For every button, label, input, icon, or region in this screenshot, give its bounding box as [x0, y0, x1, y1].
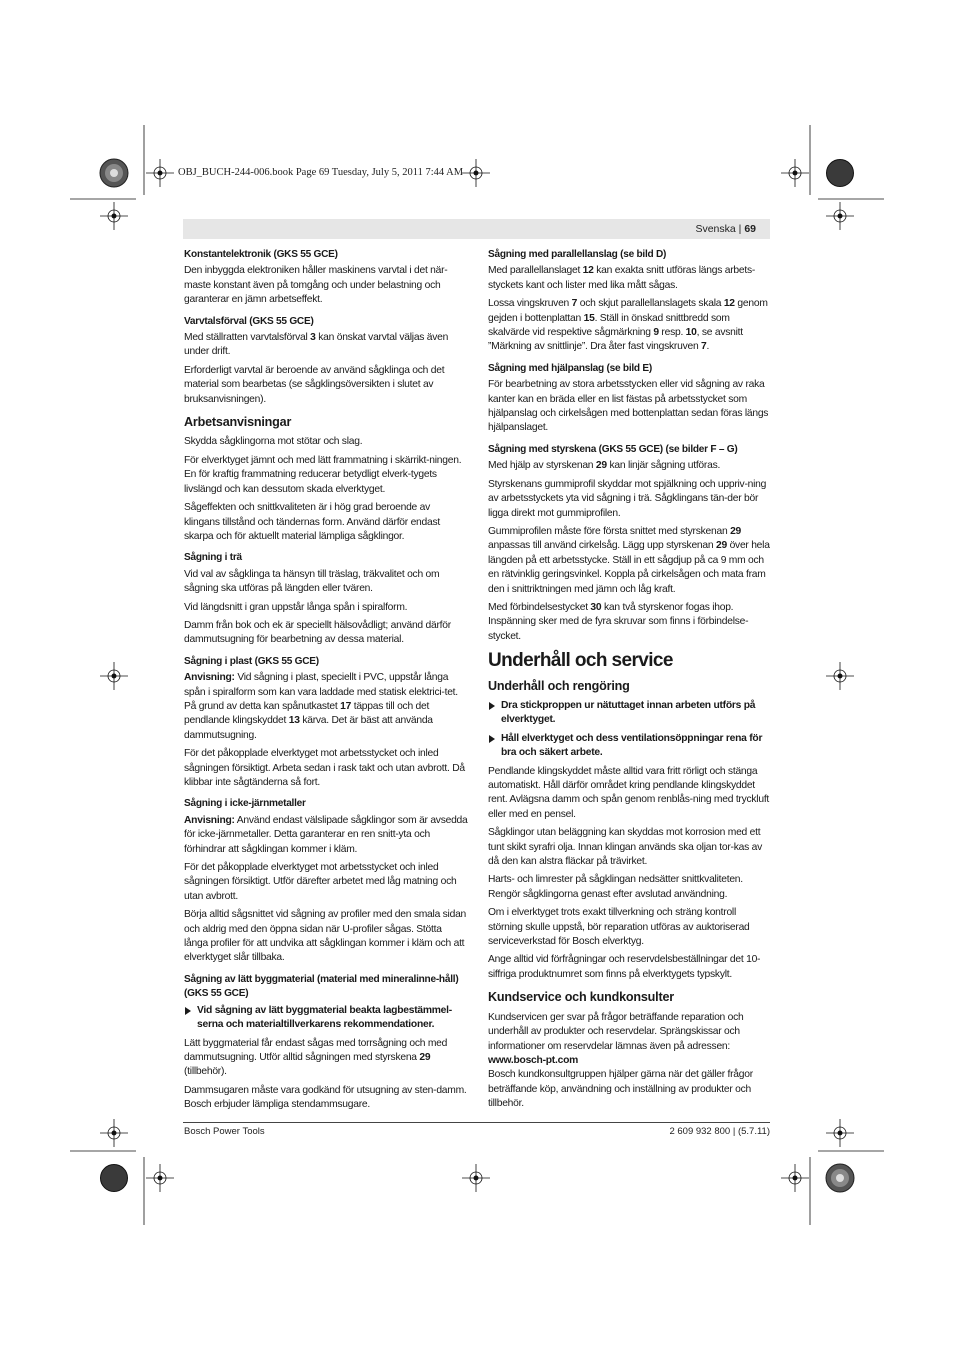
density-dot-icon — [827, 160, 854, 187]
paragraph: Ange alltid vid förfrågningar och reservdelsbeställningar det 10-siffriga produktnumret som finns på elverktygets typskylt. — [488, 954, 761, 980]
paragraph: För bearbetning av stora arbetsstycken eller vid sågning av raka kanter kan en bräda eller en list fästas på arbetsstycket som hjälpanslag och cirkelsågen med bottenplattan sedan föras längs hjälpanslaget. — [488, 379, 769, 434]
registration-mark-icon — [826, 1119, 854, 1147]
section-heading: Sågning i plast (GKS 55 GCE) — [184, 655, 319, 667]
registration-mark-icon — [146, 1164, 174, 1192]
chapter-title: Underhåll och service — [488, 650, 673, 672]
registration-mark-icon — [781, 1164, 809, 1192]
paragraph: För det påkopplade elverktyget mot arbetsstycket och inled sågningen försiktigt. Utför därefter arbetet med låg matning och utan avbrott. — [184, 862, 457, 902]
density-dot-icon — [101, 1165, 128, 1192]
section-title: Kundservice och kundkonsulter — [488, 990, 674, 1005]
registration-mark-icon — [781, 159, 809, 187]
paragraph: Lätt byggmaterial får endast sågas med torrsågning och med dammutsugning. Utför alltid sågningen med styrskena 29 (tillbehör). — [184, 1037, 448, 1078]
paragraph: Sågklingor utan beläggning kan skyddas mot korrosion med ett tunt skikt syrafri olja. Innan klingan används ska oljan tor-kas av då den kan alstra fläckar på trävirket. — [488, 827, 762, 868]
paragraph: Anvisning: Vid sågning i plast, speciellt i PVC, uppstår långa spån i spiralform som kan vara laddade med statisk elektrici-tet. På grund av detta kan spånutkastet 17 täppas till och det pendlande klingskyddet 13 kärva. Det är bäst att använda dammutsugning. — [184, 672, 458, 741]
section-title: Arbetsanvisningar — [184, 415, 292, 430]
paragraph: Harts- och limrester på sågklingan nedsätter snittkvaliteten. Rengör sågklingorna genast efter avslutad användning. — [488, 874, 743, 900]
triangle-bullet-icon — [489, 735, 495, 743]
registration-mark-icon — [100, 662, 128, 690]
paragraph: Med förbindelsestycket 30 kan två styrskenor fogas ihop. Inspänning sker med de fyra skruvar som finns i förbindelse-stycket. — [488, 601, 749, 642]
page-number: 69 — [744, 223, 756, 235]
print-slug: OBJ_BUCH-244-006.book Page 69 Tuesday, July 5, 2011 7:44 AM — [178, 167, 464, 178]
paragraph: Vid längdsnitt i gran uppstår långa spån i spiralform. — [184, 601, 408, 613]
registration-mark-icon — [462, 1164, 490, 1192]
color-dial-icon — [826, 1164, 854, 1192]
header-language: Svenska — [695, 223, 736, 235]
page-header — [183, 219, 770, 239]
paragraph: Bosch kundkonsultgruppen hjälper gärna när det gäller frågor beträffande köp, användning och inställning av produkter och tillbehör. — [488, 1069, 753, 1110]
footer-docnumber: 2 609 932 800 | (5.7.11) — [669, 1126, 770, 1137]
triangle-bullet-icon — [489, 702, 495, 710]
paragraph: För det påkopplade elverktyget mot arbetsstycket och inled sågningen försiktigt. Arbeta sedan i rask takt och utan avbrott. Då klibbar inte sågtänderna så fort. — [184, 748, 465, 788]
paragraph: Med ställratten varvtalsförval 3 kan önskat varvtal väljas även under drift. — [184, 332, 449, 358]
paragraph: Börja alltid sågsnittet vid sågning av profiler med den smala sidan och aldrig med den öppna sidan när U-profiler sågas. Stötta långa profiler för att undvika att sågklingan kommer i kläm och att elverktyget slår tillbaka. — [184, 909, 467, 964]
section-heading: Sågning av lätt byggmaterial (material med mineralinne-håll) (GKS 55 GCE) — [184, 973, 459, 1000]
registration-mark-icon — [146, 159, 174, 187]
website-link[interactable]: www.bosch-pt.com — [488, 1054, 579, 1066]
paragraph: Lossa vingskruven 7 och skjut parallellanslagets skala 12 genom gejden i bottenplattan 15. Ställ in önskad snittbredd som skalvärde vid respektive sågmärkning 9 resp. 10, se avsnitt ”Märkning av snittlinje”. Dra åter fast vingskruven 7. — [488, 298, 768, 353]
section-heading: Sågning i icke-järnmetaller — [184, 798, 306, 810]
bullet-item: Håll elverktyget och dess ventilationsöppningar rena för bra och säkert arbete. — [488, 732, 772, 761]
footer-rule — [183, 1122, 770, 1123]
bullet-item: Dra stickproppen ur nätuttaget innan arbeten utförs på elverktyget. — [488, 699, 772, 728]
paragraph: Med hjälp av styrskenan 29 kan linjär sågning utföras. — [488, 460, 721, 472]
section-heading: Varvtalsförval (GKS 55 GCE) — [184, 315, 314, 327]
registration-mark-icon — [826, 662, 854, 690]
registration-mark-icon — [462, 159, 490, 187]
paragraph: Damm från bok och ek är speciellt hälsovådligt; använd därför dammutsugning för bearbetning av dessa material. — [184, 619, 451, 646]
paragraph: Gummiprofilen måste före första snittet med styrskenan 29 anpassas till använd cirkelsåg. Lägg upp styrskenan 29 över hela längden på ett arbetsstycke. Ställ in ett sågdjup på ca 9 mm och en rätvinklig geringsvinkel. Koppla på cirkelsågen och mata fram den i snittriktningen med jämn och låg kraft. — [488, 525, 770, 595]
section-heading: Sågning med hjälpanslag (se bild E) — [488, 362, 652, 374]
paragraph: Den inbyggda elektroniken håller maskinens varvtal i det när-maste konstant även på tomgång och under belastning och garanterar en jämn arbetseffekt. — [184, 265, 448, 306]
registration-mark-icon — [100, 202, 128, 230]
registration-mark-icon — [826, 202, 854, 230]
left-column — [184, 248, 468, 1117]
section-heading: Sågning med parallellanslag (se bild D) — [488, 249, 667, 260]
section-heading: Sågning med styrskena (GKS 55 GCE) (se bilder F – G) — [488, 443, 738, 455]
registration-mark-icon — [100, 1119, 128, 1147]
paragraph: Om i elverktyget trots exakt tillverkning och sträng kontroll störning skulle uppstå, bör reparation utföras av auktoriserad serviceverkstad för Bosch elverktyg. — [488, 907, 750, 948]
paragraph: Kundservicen ger svar på frågor beträffande reparation och underhåll av produkter och reservdelar. Sprängskissar och informationer om reservdelar lämnas även på adressen: — [488, 1011, 744, 1052]
color-dial-icon — [100, 159, 128, 187]
paragraph: Sågeffekten och snittkvaliteten är i hög grad beroende av klingans tillstånd och tändernas form. Använd därför endast skarpa och för aktuellt material lämpliga sågklingor. — [184, 502, 440, 542]
paragraph: Dammsugaren måste vara godkänd för utsugning av sten-damm. Bosch erbjuder lämpliga stendammsugare. — [184, 1084, 467, 1111]
paragraph: Anvisning: Använd endast välslipade sågklingor som är avsedda för icke-järnmetaller. Detta garanterar en ren snitt-yta och förhindrar att sågklingan kommer i kläm. — [184, 814, 468, 855]
paragraph: Erforderligt varvtal är beroende av använd sågklinga och det material som bearbetas (se sågklingsöversikten i slutet av bruksanvisningen). — [184, 364, 445, 405]
footer-brand: Bosch Power Tools — [184, 1126, 265, 1137]
paragraph: Styrskenans gummiprofil skyddar mot spjälkning och uppriv-ning av arbetsstyckets yta vid sågning i trä. Sågklingans tän-der bör ligga direkt mot gummiprofilen. — [488, 478, 767, 519]
paragraph: Vid val av sågklinga ta hänsyn till träslag, träkvalitet och om sågning ska utföras på längden eller tvären. — [184, 568, 440, 595]
triangle-bullet-icon — [185, 1007, 191, 1015]
paragraph: För elverktyget jämnt och med lätt frammatning i skärrikt-ningen. En för kraftig frammatning reducerar betydligt elverk-tygets livslängd och kan dessutom skada elverktyget. — [184, 454, 462, 495]
section-heading: Sågning i trä — [184, 552, 242, 564]
paragraph: Skydda sågklingorna mot stötar och slag. — [184, 436, 363, 448]
right-column — [488, 248, 772, 1116]
section-heading: Konstantelektronik (GKS 55 GCE) — [184, 249, 338, 260]
header-separator: | — [738, 223, 742, 235]
paragraph: Pendlande klingskyddet måste alltid vara fritt rörligt och stänga automatiskt. Håll därför området kring pendlande klingskyddet rent. Avlägsna damm och spån genom renblås-ning med tryckluft eller med en pensel. — [488, 765, 770, 820]
section-title: Underhåll och rengöring — [488, 678, 630, 693]
header-text — [695, 223, 756, 235]
paragraph: Med parallellanslaget 12 kan exakta snitt utföras längs arbets-styckets kant och lister med lika mått sågas. — [488, 265, 756, 291]
bullet-item: Vid sågning av lätt byggmaterial beakta lagbestämmel-serna och materialtillverkarens rekommendationer. — [184, 1004, 468, 1033]
